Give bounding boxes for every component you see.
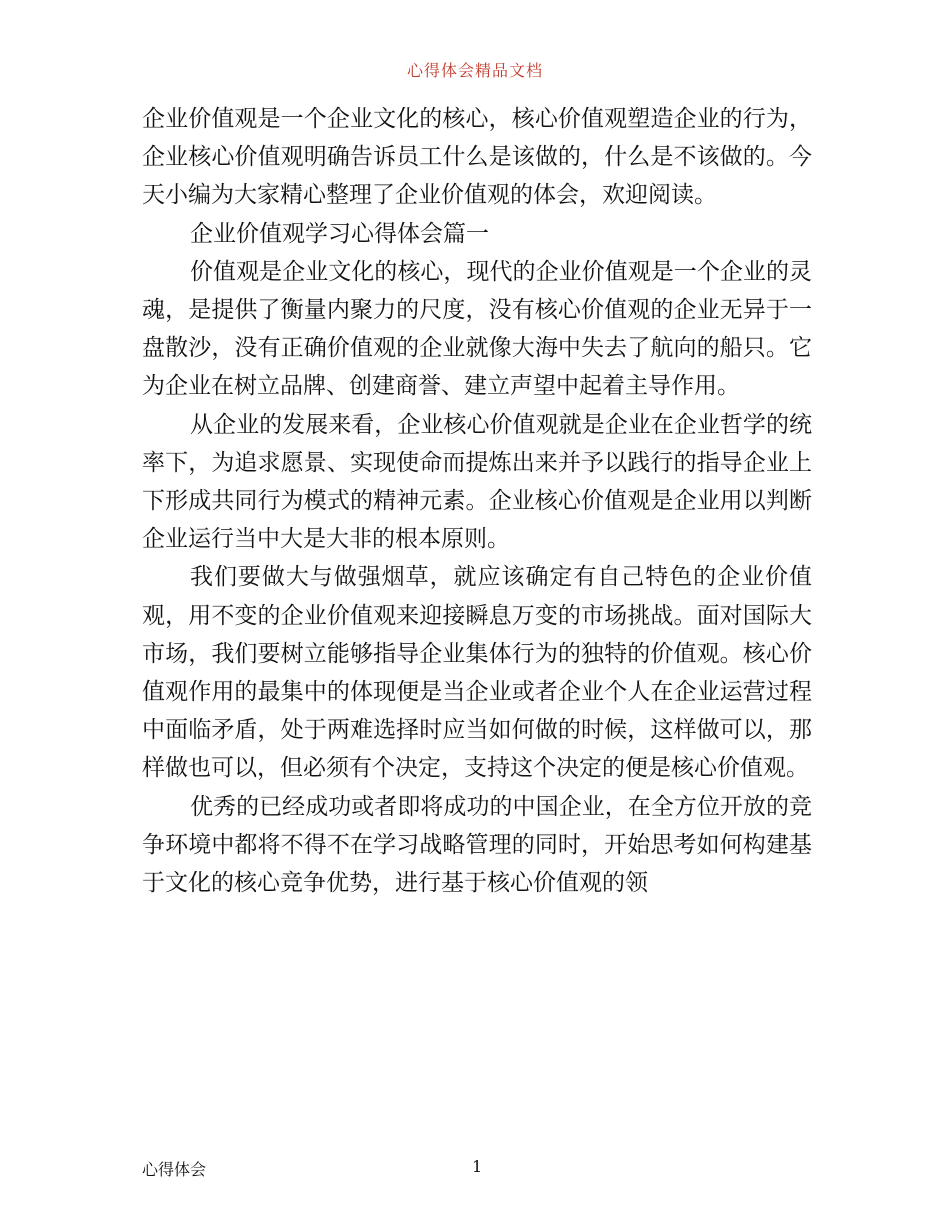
page-header-title: 心得体会精品文档 — [406, 61, 543, 80]
section-heading: 企业价值观学习心得体会篇一 — [190, 220, 489, 247]
page-number: 1 — [472, 1157, 483, 1176]
footer-label: 心得体会 — [142, 1160, 207, 1179]
intro-paragraph: 企业价值观是一个企业文化的核心，核心价值观塑造企业的行为， 企业核心价值观明确告诉员工什么是该做的，什么是不该做的。今天小编为大家精心整理了企业价值观的体会，欢迎阅读。 — [142, 106, 812, 209]
body-paragraph: 优秀的已经成功或者即将成功的中国企业，在全方位开放的竞争环境中都将不得不在学习战略管理的同时，开始思考如何构建基于文化的核心竞争优势，进行基于核心价值观的领 — [142, 793, 812, 897]
page-footer — [142, 1157, 812, 1181]
body-paragraph: 价值观是企业文化的核心，现代的企业价值观是一个企业的灵魂，是提供了衡量内聚力的尺度，没有核心价值观的企业无异于一盘散沙，没有正确价值观的企业就像大海中失去了航向的船只。它为企业在树立品牌、创建商誉、建立声望中起着主导作用。 — [142, 258, 812, 400]
body-paragraph: 从企业的发展来看，企业核心价值观就是企业在企业哲学的统率下，为追求愿景、实现使命而提炼出来并予以践行的指导企业上下形成共同行为模式的精神元素。企业核心价值观是企业用以判断企业运行当中大是大非的根本原则。 — [142, 411, 812, 553]
document-body — [142, 100, 812, 902]
body-paragraph: 我们要做大与做强烟草，就应该确定有自己特色的企业价值观，用不变的企业价值观来迎接瞬息万变的市场挑战。面对国际大市场，我们要树立能够指导企业集体行为的独特的价值观。核心价值观作用的最集中的体现便是当企业或者企业个人在企业运营过程中面临矛盾，处于两难选择时应当如何做的时候，这样做可以，那样做也可以，但必须有个决定，支持这个决定的便是核心价值观。 — [142, 564, 812, 782]
